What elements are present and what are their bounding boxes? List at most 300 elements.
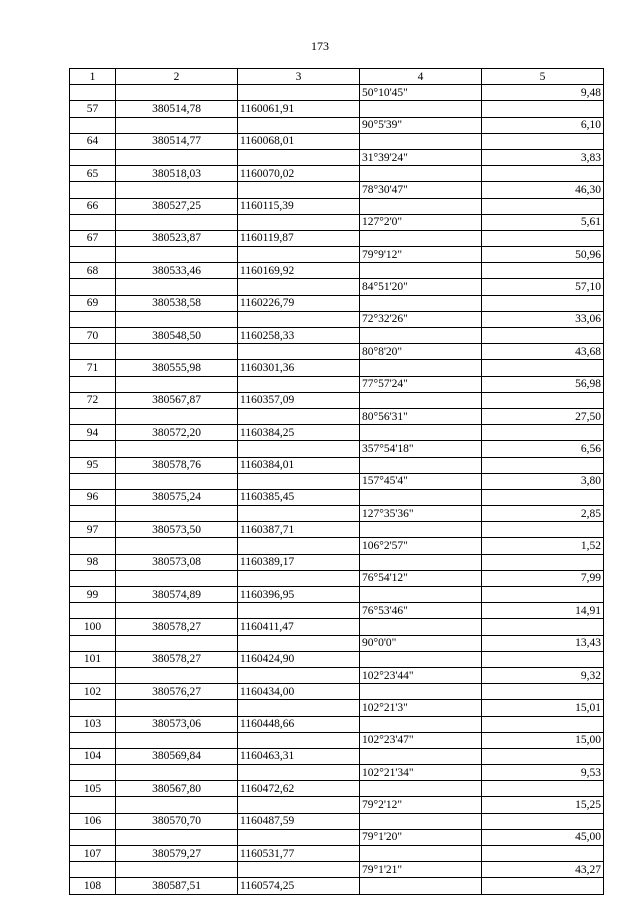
direction-angle-cell: 79°1'20" <box>360 829 482 845</box>
x-coordinate-cell <box>116 765 238 781</box>
distance-cell: 3,80 <box>482 473 604 489</box>
direction-angle-cell: 127°2'0" <box>360 214 482 230</box>
table-row <box>70 797 604 813</box>
direction-angle-cell: 31°39'24" <box>360 149 482 165</box>
y-coordinate-cell <box>238 149 360 165</box>
x-coordinate-cell: 380567,80 <box>116 781 238 797</box>
y-coordinate-cell <box>238 667 360 683</box>
point-number-cell: 65 <box>70 166 116 182</box>
direction-angle-cell: 78°30'47" <box>360 182 482 198</box>
y-coordinate-cell: 1160448,66 <box>238 716 360 732</box>
x-coordinate-cell <box>116 700 238 716</box>
distance-cell <box>482 846 604 862</box>
y-coordinate-cell: 1160357,09 <box>238 392 360 408</box>
direction-angle-cell: 79°1'21" <box>360 862 482 878</box>
table-row <box>70 182 604 198</box>
direction-angle-cell <box>360 651 482 667</box>
distance-cell: 13,43 <box>482 635 604 651</box>
point-number-cell: 71 <box>70 360 116 376</box>
x-coordinate-cell: 380555,98 <box>116 360 238 376</box>
distance-cell <box>482 198 604 214</box>
distance-cell <box>482 716 604 732</box>
table-row <box>70 716 604 732</box>
direction-angle-cell <box>360 360 482 376</box>
table-row <box>70 570 604 586</box>
x-coordinate-cell: 380527,25 <box>116 198 238 214</box>
direction-angle-cell: 102°23'47" <box>360 732 482 748</box>
page-number: 173 <box>311 39 329 53</box>
header-col-3: 3 <box>238 69 360 85</box>
point-number-cell: 108 <box>70 878 116 894</box>
x-coordinate-cell <box>116 635 238 651</box>
distance-cell <box>482 619 604 635</box>
point-number-cell <box>70 570 116 586</box>
direction-angle-cell <box>360 748 482 764</box>
x-coordinate-cell <box>116 473 238 489</box>
point-number-cell: 70 <box>70 328 116 344</box>
y-coordinate-cell <box>238 732 360 748</box>
y-coordinate-cell: 1160574,25 <box>238 878 360 894</box>
y-coordinate-cell: 1160119,87 <box>238 230 360 246</box>
point-number-cell <box>70 797 116 813</box>
point-number-cell: 104 <box>70 748 116 764</box>
point-number-cell: 101 <box>70 651 116 667</box>
direction-angle-cell: 79°2'12" <box>360 797 482 813</box>
distance-cell: 43,68 <box>482 344 604 360</box>
y-coordinate-cell <box>238 538 360 554</box>
table-row <box>70 667 604 683</box>
y-coordinate-cell: 1160472,62 <box>238 781 360 797</box>
distance-cell: 33,06 <box>482 311 604 327</box>
y-coordinate-cell <box>238 765 360 781</box>
y-coordinate-cell: 1160387,71 <box>238 522 360 538</box>
distance-cell: 3,83 <box>482 149 604 165</box>
point-number-cell: 97 <box>70 522 116 538</box>
point-number-cell: 64 <box>70 133 116 149</box>
table-row <box>70 376 604 392</box>
y-coordinate-cell: 1160258,33 <box>238 328 360 344</box>
x-coordinate-cell: 380579,27 <box>116 846 238 862</box>
point-number-cell <box>70 732 116 748</box>
y-coordinate-cell <box>238 344 360 360</box>
table-row <box>70 765 604 781</box>
distance-cell: 15,00 <box>482 732 604 748</box>
x-coordinate-cell <box>116 149 238 165</box>
x-coordinate-cell: 380548,50 <box>116 328 238 344</box>
distance-cell <box>482 489 604 505</box>
direction-angle-cell <box>360 392 482 408</box>
y-coordinate-cell <box>238 117 360 133</box>
y-coordinate-cell <box>238 311 360 327</box>
table-row <box>70 846 604 862</box>
x-coordinate-cell <box>116 279 238 295</box>
direction-angle-cell <box>360 133 482 149</box>
x-coordinate-cell <box>116 214 238 230</box>
x-coordinate-cell <box>116 570 238 586</box>
x-coordinate-cell: 380587,51 <box>116 878 238 894</box>
y-coordinate-cell: 1160531,77 <box>238 846 360 862</box>
x-coordinate-cell <box>116 85 238 101</box>
table-row <box>70 732 604 748</box>
x-coordinate-cell: 380578,27 <box>116 619 238 635</box>
distance-cell: 7,99 <box>482 570 604 586</box>
y-coordinate-cell <box>238 247 360 263</box>
table-row <box>70 263 604 279</box>
direction-angle-cell: 84°51'20" <box>360 279 482 295</box>
x-coordinate-cell: 380576,27 <box>116 684 238 700</box>
table-row <box>70 700 604 716</box>
point-number-cell <box>70 247 116 263</box>
y-coordinate-cell: 1160389,17 <box>238 554 360 570</box>
point-number-cell <box>70 506 116 522</box>
table-row <box>70 425 604 441</box>
point-number-cell: 67 <box>70 230 116 246</box>
table-row <box>70 392 604 408</box>
direction-angle-cell <box>360 198 482 214</box>
y-coordinate-cell <box>238 829 360 845</box>
direction-angle-cell: 80°8'20" <box>360 344 482 360</box>
x-coordinate-cell <box>116 862 238 878</box>
x-coordinate-cell: 380567,87 <box>116 392 238 408</box>
y-coordinate-cell <box>238 635 360 651</box>
direction-angle-cell <box>360 328 482 344</box>
table-row <box>70 441 604 457</box>
x-coordinate-cell <box>116 247 238 263</box>
distance-cell: 57,10 <box>482 279 604 295</box>
direction-angle-cell: 127°35'36" <box>360 506 482 522</box>
distance-cell <box>482 554 604 570</box>
direction-angle-cell <box>360 781 482 797</box>
y-coordinate-cell <box>238 506 360 522</box>
direction-angle-cell <box>360 587 482 603</box>
point-number-cell <box>70 862 116 878</box>
distance-cell <box>482 392 604 408</box>
direction-angle-cell: 79°9'12" <box>360 247 482 263</box>
x-coordinate-cell: 380572,20 <box>116 425 238 441</box>
direction-angle-cell: 90°5'39" <box>360 117 482 133</box>
x-coordinate-cell <box>116 117 238 133</box>
y-coordinate-cell <box>238 473 360 489</box>
point-number-cell: 68 <box>70 263 116 279</box>
table-row <box>70 619 604 635</box>
y-coordinate-cell <box>238 376 360 392</box>
distance-cell <box>482 684 604 700</box>
point-number-cell <box>70 635 116 651</box>
direction-angle-cell: 102°23'44" <box>360 667 482 683</box>
x-coordinate-cell: 380570,70 <box>116 813 238 829</box>
point-number-cell: 96 <box>70 489 116 505</box>
y-coordinate-cell: 1160226,79 <box>238 295 360 311</box>
point-number-cell <box>70 829 116 845</box>
distance-cell: 27,50 <box>482 408 604 424</box>
distance-cell <box>482 263 604 279</box>
direction-angle-cell: 72°32'26" <box>360 311 482 327</box>
table-row <box>70 311 604 327</box>
point-number-cell: 72 <box>70 392 116 408</box>
table-row <box>70 748 604 764</box>
point-number-cell <box>70 85 116 101</box>
y-coordinate-cell: 1160301,36 <box>238 360 360 376</box>
point-number-cell: 98 <box>70 554 116 570</box>
x-coordinate-cell: 380523,87 <box>116 230 238 246</box>
y-coordinate-cell <box>238 441 360 457</box>
y-coordinate-cell: 1160384,01 <box>238 457 360 473</box>
distance-cell: 6,56 <box>482 441 604 457</box>
y-coordinate-cell: 1160384,25 <box>238 425 360 441</box>
x-coordinate-cell <box>116 376 238 392</box>
table-row <box>70 781 604 797</box>
y-coordinate-cell: 1160424,90 <box>238 651 360 667</box>
y-coordinate-cell: 1160487,59 <box>238 813 360 829</box>
point-number-cell: 103 <box>70 716 116 732</box>
table-row <box>70 360 604 376</box>
x-coordinate-cell: 380514,78 <box>116 101 238 117</box>
point-number-cell <box>70 441 116 457</box>
y-coordinate-cell <box>238 85 360 101</box>
distance-cell <box>482 878 604 894</box>
header-col-2: 2 <box>116 69 238 85</box>
direction-angle-cell <box>360 295 482 311</box>
point-number-cell: 95 <box>70 457 116 473</box>
point-number-cell <box>70 603 116 619</box>
y-coordinate-cell: 1160061,91 <box>238 101 360 117</box>
x-coordinate-cell <box>116 182 238 198</box>
header-col-4: 4 <box>360 69 482 85</box>
direction-angle-cell <box>360 457 482 473</box>
x-coordinate-cell <box>116 797 238 813</box>
y-coordinate-cell: 1160115,39 <box>238 198 360 214</box>
y-coordinate-cell <box>238 182 360 198</box>
y-coordinate-cell: 1160070,02 <box>238 166 360 182</box>
x-coordinate-cell: 380578,76 <box>116 457 238 473</box>
table-row <box>70 489 604 505</box>
x-coordinate-cell <box>116 344 238 360</box>
table-row <box>70 651 604 667</box>
direction-angle-cell: 76°53'46" <box>360 603 482 619</box>
direction-angle-cell <box>360 425 482 441</box>
table-row <box>70 85 604 101</box>
distance-cell <box>482 813 604 829</box>
x-coordinate-cell: 380538,58 <box>116 295 238 311</box>
distance-cell <box>482 457 604 473</box>
header-col-5: 5 <box>482 69 604 85</box>
distance-cell: 6,10 <box>482 117 604 133</box>
x-coordinate-cell: 380578,27 <box>116 651 238 667</box>
direction-angle-cell <box>360 878 482 894</box>
distance-cell: 45,00 <box>482 829 604 845</box>
table-row <box>70 166 604 182</box>
distance-cell <box>482 101 604 117</box>
x-coordinate-cell: 380573,06 <box>116 716 238 732</box>
distance-cell: 43,27 <box>482 862 604 878</box>
x-coordinate-cell <box>116 506 238 522</box>
direction-angle-cell: 106°2'57" <box>360 538 482 554</box>
y-coordinate-cell: 1160434,00 <box>238 684 360 700</box>
direction-angle-cell <box>360 619 482 635</box>
y-coordinate-cell: 1160169,92 <box>238 263 360 279</box>
distance-cell: 15,25 <box>482 797 604 813</box>
y-coordinate-cell <box>238 570 360 586</box>
x-coordinate-cell <box>116 732 238 748</box>
table-body <box>70 85 604 894</box>
y-coordinate-cell <box>238 797 360 813</box>
point-number-cell <box>70 149 116 165</box>
table-row <box>70 214 604 230</box>
x-coordinate-cell: 380533,46 <box>116 263 238 279</box>
y-coordinate-cell <box>238 214 360 230</box>
distance-cell: 15,01 <box>482 700 604 716</box>
direction-angle-cell <box>360 716 482 732</box>
direction-angle-cell: 77°57'24" <box>360 376 482 392</box>
direction-angle-cell <box>360 813 482 829</box>
point-number-cell <box>70 214 116 230</box>
x-coordinate-cell <box>116 311 238 327</box>
point-number-cell: 94 <box>70 425 116 441</box>
point-number-cell <box>70 700 116 716</box>
point-number-cell <box>70 408 116 424</box>
x-coordinate-cell <box>116 829 238 845</box>
point-number-cell: 66 <box>70 198 116 214</box>
y-coordinate-cell <box>238 408 360 424</box>
distance-cell: 5,61 <box>482 214 604 230</box>
direction-angle-cell: 102°21'34" <box>360 765 482 781</box>
point-number-cell <box>70 117 116 133</box>
y-coordinate-cell: 1160385,45 <box>238 489 360 505</box>
table-row <box>70 522 604 538</box>
x-coordinate-cell: 380569,84 <box>116 748 238 764</box>
direction-angle-cell <box>360 684 482 700</box>
table-row <box>70 230 604 246</box>
table-row <box>70 457 604 473</box>
table-row <box>70 587 604 603</box>
point-number-cell <box>70 473 116 489</box>
distance-cell <box>482 133 604 149</box>
x-coordinate-cell: 380573,08 <box>116 554 238 570</box>
point-number-cell: 107 <box>70 846 116 862</box>
table-row <box>70 101 604 117</box>
distance-cell: 14,91 <box>482 603 604 619</box>
table-row <box>70 295 604 311</box>
y-coordinate-cell <box>238 279 360 295</box>
direction-angle-cell <box>360 230 482 246</box>
table-row <box>70 635 604 651</box>
distance-cell <box>482 522 604 538</box>
direction-angle-cell <box>360 263 482 279</box>
direction-angle-cell <box>360 522 482 538</box>
distance-cell: 9,53 <box>482 765 604 781</box>
direction-angle-cell: 357°54'18" <box>360 441 482 457</box>
point-number-cell <box>70 344 116 360</box>
distance-cell <box>482 295 604 311</box>
table-row <box>70 554 604 570</box>
point-number-cell: 99 <box>70 587 116 603</box>
distance-cell <box>482 166 604 182</box>
point-number-cell: 57 <box>70 101 116 117</box>
table-row <box>70 473 604 489</box>
y-coordinate-cell: 1160411,47 <box>238 619 360 635</box>
x-coordinate-cell: 380518,03 <box>116 166 238 182</box>
point-number-cell: 69 <box>70 295 116 311</box>
point-number-cell <box>70 667 116 683</box>
x-coordinate-cell: 380574,89 <box>116 587 238 603</box>
x-coordinate-cell: 380573,50 <box>116 522 238 538</box>
table-row <box>70 279 604 295</box>
x-coordinate-cell <box>116 667 238 683</box>
direction-angle-cell: 102°21'3" <box>360 700 482 716</box>
table-row <box>70 829 604 845</box>
point-number-cell: 105 <box>70 781 116 797</box>
table-row <box>70 328 604 344</box>
point-number-cell <box>70 765 116 781</box>
direction-angle-cell: 80°56'31" <box>360 408 482 424</box>
table-row <box>70 538 604 554</box>
header-row <box>70 69 604 85</box>
x-coordinate-cell <box>116 441 238 457</box>
x-coordinate-cell: 380514,77 <box>116 133 238 149</box>
x-coordinate-cell <box>116 538 238 554</box>
direction-angle-cell <box>360 554 482 570</box>
point-number-cell: 106 <box>70 813 116 829</box>
direction-angle-cell <box>360 101 482 117</box>
distance-cell <box>482 328 604 344</box>
x-coordinate-cell <box>116 603 238 619</box>
point-number-cell: 100 <box>70 619 116 635</box>
x-coordinate-cell: 380575,24 <box>116 489 238 505</box>
y-coordinate-cell: 1160068,01 <box>238 133 360 149</box>
direction-angle-cell: 76°54'12" <box>360 570 482 586</box>
distance-cell <box>482 781 604 797</box>
distance-cell <box>482 748 604 764</box>
distance-cell: 2,85 <box>482 506 604 522</box>
distance-cell <box>482 230 604 246</box>
distance-cell: 1,52 <box>482 538 604 554</box>
y-coordinate-cell: 1160396,95 <box>238 587 360 603</box>
point-number-cell <box>70 538 116 554</box>
distance-cell: 46,30 <box>482 182 604 198</box>
point-number-cell <box>70 376 116 392</box>
distance-cell: 56,98 <box>482 376 604 392</box>
distance-cell: 9,32 <box>482 667 604 683</box>
coordinates-table <box>69 68 604 895</box>
direction-angle-cell <box>360 489 482 505</box>
point-number-cell <box>70 182 116 198</box>
y-coordinate-cell <box>238 700 360 716</box>
table-row <box>70 133 604 149</box>
distance-cell: 50,96 <box>482 247 604 263</box>
table-row <box>70 603 604 619</box>
table-row <box>70 247 604 263</box>
point-number-cell <box>70 279 116 295</box>
distance-cell <box>482 360 604 376</box>
y-coordinate-cell <box>238 603 360 619</box>
direction-angle-cell <box>360 166 482 182</box>
table-row <box>70 813 604 829</box>
distance-cell: 9,48 <box>482 85 604 101</box>
table-row <box>70 149 604 165</box>
header-col-1: 1 <box>70 69 116 85</box>
distance-cell <box>482 425 604 441</box>
table-row <box>70 344 604 360</box>
table-row <box>70 878 604 894</box>
table-row <box>70 117 604 133</box>
table-row <box>70 198 604 214</box>
table-row <box>70 684 604 700</box>
distance-cell <box>482 587 604 603</box>
direction-angle-cell <box>360 846 482 862</box>
direction-angle-cell: 90°0'0" <box>360 635 482 651</box>
direction-angle-cell: 50°10'45" <box>360 85 482 101</box>
y-coordinate-cell <box>238 862 360 878</box>
